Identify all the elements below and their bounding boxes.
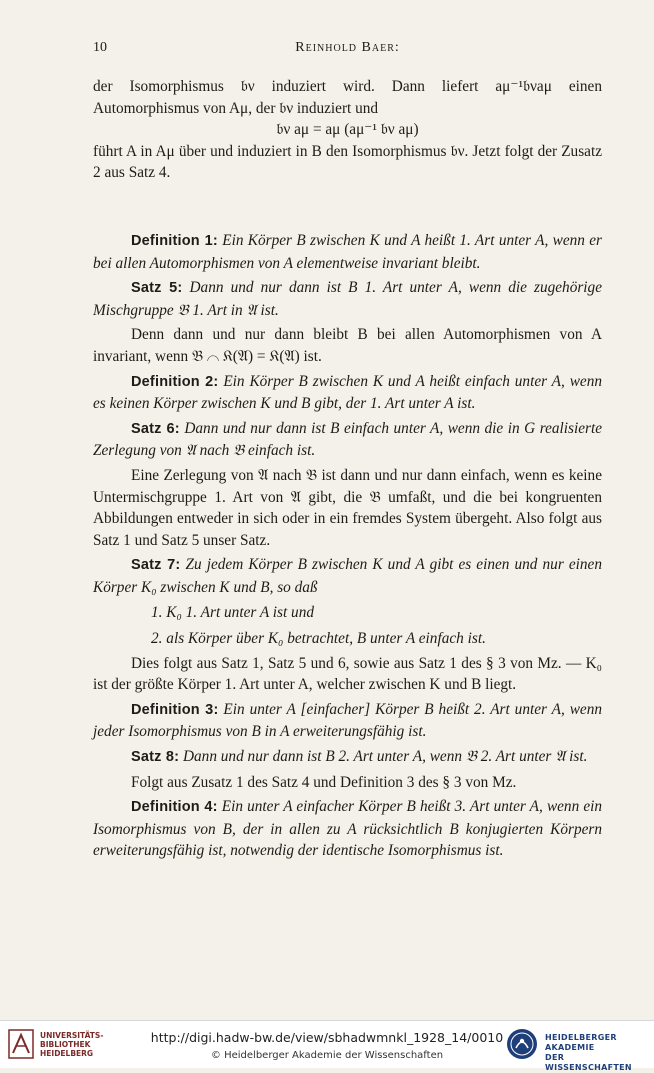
page-header <box>93 40 602 62</box>
satz-8 <box>93 746 602 769</box>
logo-line: UNIVERSITÄTS- <box>40 1031 104 1040</box>
satz-5 <box>93 277 602 321</box>
permalink[interactable]: http://digi.hadw-bw.de/view/sbhadwmnkl_1928_14/0010 <box>150 1030 504 1045</box>
logo-line: HEIDELBERG <box>40 1049 94 1058</box>
definition-text: Ein unter A einfacher Körper B heißt 3. Art unter A, wenn ein Isomorphismus von B, der in allen zu A rücksichtlich B konjugierten Körpern erweiterungsfähig ist, notwendig der identische Isomorphismus ist. <box>93 798 603 860</box>
definition-label: Definition 2: <box>131 373 219 390</box>
logo-line: DER WISSENSCHAFTEN <box>545 1053 632 1072</box>
satz-7 <box>93 554 602 598</box>
theorem-text: Zu jedem Körper B zwischen K und A gibt es einen und nur einen Körper K₀ zwischen K und B, so daß <box>93 556 602 596</box>
paragraph: Dies folgt aus Satz 1, Satz 5 und 6, sowie aus Satz 1 des § 3 von Mz. — K₀ ist der größte Körper 1. Art unter A, welcher zwischen K und B liegt. <box>93 654 602 694</box>
theorem-text: Dann und nur dann ist B 2. Art unter A, wenn 𝔅 2. Art unter 𝔄 ist. <box>182 748 588 766</box>
page-number: 10 <box>93 40 107 55</box>
page-body <box>93 76 602 862</box>
definition-2 <box>93 371 602 415</box>
logo-line: HEIDELBERGER AKADEMIE <box>545 1033 617 1052</box>
definition-label: Definition 1: <box>131 232 218 249</box>
viewer-footer <box>0 1020 654 1072</box>
definition-label: Definition 4: <box>131 799 218 816</box>
list-item: 1. K₀ 1. Art unter A ist und <box>151 604 314 622</box>
academy-seal-icon <box>506 1028 538 1060</box>
theorem-label: Satz 5: <box>131 280 183 297</box>
theorem-label: Satz 6: <box>131 420 180 437</box>
definition-text: Ein unter A [einfacher] Körper B heißt 2. Art unter A, wenn jeder Isomorphismus von B in A erweiterungsfähig ist. <box>93 700 602 741</box>
definition-3 <box>93 699 602 743</box>
definition-label: Definition 3: <box>131 701 219 718</box>
definition-text: Ein Körper B zwischen K und A heißt einfach unter A, wenn es keinen Körper zwischen K und B gibt, der 1. Art unter A ist. <box>93 372 603 413</box>
display-equation: 𝔟ν aμ = aμ (aμ⁻¹ 𝔟ν aμ) <box>276 121 419 139</box>
definition-1 <box>93 230 602 274</box>
satz-6 <box>93 418 602 462</box>
definition-text: Ein Körper B zwischen K und A heißt 1. Art unter A, wenn er bei allen Automorphismen von A elementweise invariant bleibt. <box>93 231 603 272</box>
theorem-text: Dann und nur dann ist B 1. Art unter A, wenn die zugehörige Mischgruppe 𝔅 1. Art in 𝔄 ist. <box>93 279 602 319</box>
definition-4 <box>93 796 602 862</box>
paragraph: Denn dann und nur dann bleibt B bei allen Automorphismen von A invariant, wenn 𝔅 ⌒ 𝔎(𝔄) = 𝔎(𝔄) ist. <box>93 326 602 365</box>
paragraph: Eine Zerlegung von 𝔄 nach 𝔅 ist dann und nur dann einfach, wenn es keine Untermischgruppe 1. Art von 𝔄 gibt, die 𝔅 umfaßt, und die bei kongruenten Abbildungen entweder in sich oder in ein fremdes System übergeht. Also folgt aus Satz 1 und Satz 5 unser Satz. <box>93 466 602 549</box>
theorem-text: Dann und nur dann ist B einfach unter A, wenn die in G realisierte Zerlegung von 𝔄 nach 𝔅 einfach ist. <box>93 419 602 460</box>
paragraph: der Isomorphismus 𝔟ν induziert wird. Dann liefert aμ⁻¹𝔟νaμ einen Automorphismus von Aμ, der 𝔟ν induziert und <box>93 78 602 117</box>
paragraph: führt A in Aμ über und induziert in B den Isomorphismus 𝔟ν. Jetzt folgt der Zusatz 2 aus Satz 4. <box>93 142 602 182</box>
running-head: Reinhold Baer: <box>295 40 400 55</box>
academy-logo-text <box>545 1033 654 1073</box>
paragraph: Folgt aus Zusatz 1 des Satz 4 und Definition 3 des § 3 von Mz. <box>131 773 517 791</box>
copyright: © Heidelberger Akademie der Wissenschaften <box>210 1050 444 1061</box>
list-item: 2. als Körper über K₀ betrachtet, B unter A einfach ist. <box>151 630 486 648</box>
theorem-label: Satz 8: <box>131 749 180 766</box>
theorem-label: Satz 7: <box>131 557 181 574</box>
logo-line: BIBLIOTHEK <box>40 1040 91 1049</box>
